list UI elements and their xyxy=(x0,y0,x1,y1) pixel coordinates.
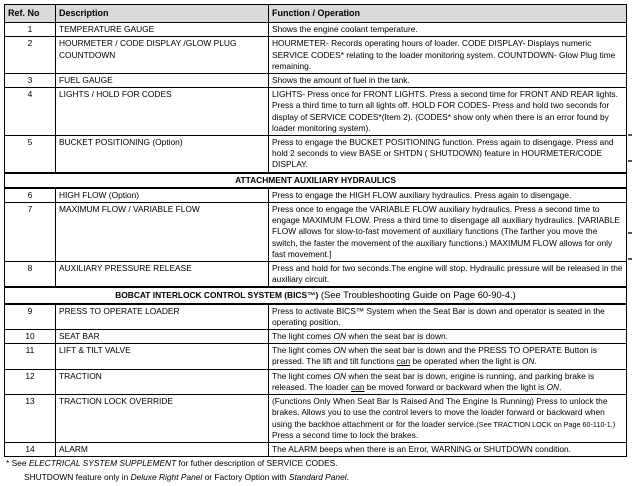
footnote-service-codes xyxy=(6,458,338,469)
function-cell: Press and hold for two seconds.The engine will stop. Hydraulic pressure will be released in the auxiliary circuit. xyxy=(269,262,627,288)
section-bics-ref: (See Troubleshooting Guide on Page 60-90-4.) xyxy=(318,289,516,301)
function-text: Press a second time to lock the brakes. xyxy=(272,429,419,440)
description-cell: SEAT BAR xyxy=(56,330,269,344)
function-text: The light comes xyxy=(272,370,334,381)
footnote-text: SHUTDOWN feature only in xyxy=(24,472,131,482)
table-row xyxy=(5,188,627,203)
section-row-aux-hydraulics xyxy=(5,173,627,188)
description-cell: ALARM xyxy=(56,442,269,456)
page-edge-mark xyxy=(628,232,632,234)
ref-number: 10 xyxy=(5,330,56,344)
header-description: Description xyxy=(56,5,269,23)
ref-number: 6 xyxy=(5,188,56,203)
function-cell: Press to engage the BUCKET POSITIONING function. Press again to disengage. Press and hold 2 seconds to view BASE or SHTDN ( SHUTDOWN) feature in HOURMETER/CODE DISPLAY. xyxy=(269,136,627,173)
table-row xyxy=(5,74,627,88)
function-cell: Shows the amount of fuel in the tank. xyxy=(269,74,627,88)
footnote-emphasis: ELECTRICAL SYSTEM SUPPLEMENT xyxy=(28,458,177,468)
page-edge-mark xyxy=(628,258,632,260)
description-cell: TRACTION LOCK OVERRIDE xyxy=(56,395,269,443)
description-cell: TEMPERATURE GAUGE xyxy=(56,23,269,37)
function-cell: HOURMETER- Records operating hours of loader. CODE DISPLAY- Displays numeric SERVICE CODES* relating to the loader monitoring system. COUNTDOWN- Glow Plug time remaining. xyxy=(269,37,627,74)
function-cell: The ALARM beeps when there is an Error, WARNING or SHUTDOWN condition. xyxy=(269,442,627,456)
function-emphasis: ON xyxy=(521,356,535,367)
function-text: be moved forward or backward when the light is xyxy=(364,381,547,392)
ref-number: 14 xyxy=(5,442,56,456)
description-cell: AUXILIARY PRESSURE RELEASE xyxy=(56,262,269,288)
description-cell: FUEL GAUGE xyxy=(56,74,269,88)
footnote-emphasis: Standard Panel xyxy=(288,472,347,482)
ref-number: 9 xyxy=(5,304,56,330)
function-cell xyxy=(269,344,627,369)
reference-table xyxy=(4,4,627,457)
function-cell xyxy=(269,395,627,443)
ref-number: 3 xyxy=(5,74,56,88)
function-text: The light comes xyxy=(272,331,334,342)
section-bics-bold: BOBCAT INTERLOCK CONTROL SYSTEM (BICS™) xyxy=(115,290,319,301)
description-cell: BUCKET POSITIONING (Option) xyxy=(56,136,269,173)
table-row xyxy=(5,344,627,369)
table-row xyxy=(5,88,627,136)
function-underline: can xyxy=(351,381,365,392)
table-row xyxy=(5,442,627,456)
function-text: The light comes xyxy=(272,345,334,356)
ref-number: 4 xyxy=(5,88,56,136)
header-ref-no: Ref. No xyxy=(5,5,56,23)
description-cell: LIFT & TILT VALVE xyxy=(56,344,269,369)
ref-number: 7 xyxy=(5,203,56,262)
footnote-shutdown xyxy=(24,472,349,483)
ref-number: 12 xyxy=(5,369,56,394)
footnote-text: or Factory Option with xyxy=(202,472,289,482)
function-page-reference: (See TRACTION LOCK on Page 60-110-1.) xyxy=(476,419,616,429)
table-row xyxy=(5,23,627,37)
section-title-aux: ATTACHMENT AUXILIARY HYDRAULICS xyxy=(5,173,627,188)
function-text: when the seat bar is down, engine is running, and parking brake is released. The loader xyxy=(272,370,595,392)
description-cell: LIGHTS / HOLD FOR CODES xyxy=(56,88,269,136)
ref-number: 5 xyxy=(5,136,56,173)
description-cell: MAXIMUM FLOW / VARIABLE FLOW xyxy=(56,203,269,262)
footnote-text: for futher description of SERVICE CODES. xyxy=(176,458,338,468)
ref-number: 13 xyxy=(5,395,56,443)
table-row xyxy=(5,304,627,330)
description-cell: PRESS TO OPERATE LOADER xyxy=(56,304,269,330)
function-text: be operated when the light is xyxy=(410,356,522,367)
function-emphasis: ON xyxy=(546,381,560,392)
header-function: Function / Operation xyxy=(269,5,627,23)
page-edge-mark xyxy=(628,134,632,136)
function-text: (Functions Only When Seat Bar Is Raised And The Engine Is Running) Press to unlock the brakes. Allows you to use the control levers to move the loader forward or backward when using the backhoe attachment or for the loader service. xyxy=(272,396,608,429)
table-row xyxy=(5,136,627,173)
section-title-bics xyxy=(5,287,627,303)
table-row xyxy=(5,203,627,262)
function-text: when the seat bar is down and the PRESS TO OPERATE Button is pressed. The lift and tilt functions xyxy=(272,345,597,367)
section-row-bics xyxy=(5,287,627,303)
function-text: . xyxy=(534,356,537,367)
function-underline: can xyxy=(396,356,411,367)
table-row xyxy=(5,37,627,74)
function-cell: Shows the engine coolant temperature. xyxy=(269,23,627,37)
function-cell: Press to activate BICS™ System when the Seat Bar is down and operator is seated in the operating position. xyxy=(269,304,627,330)
description-cell: HOURMETER / CODE DISPLAY /GLOW PLUG COUNTDOWN xyxy=(56,37,269,74)
table-row xyxy=(5,395,627,443)
function-emphasis: ON xyxy=(333,370,347,381)
ref-number: 11 xyxy=(5,344,56,369)
footnote-emphasis: Deluxe Right Panel xyxy=(130,472,203,482)
ref-number: 8 xyxy=(5,262,56,288)
function-cell: Press to engage the HIGH FLOW auxiliary hydraulics. Press again to disengage. xyxy=(269,188,627,203)
table-row xyxy=(5,369,627,394)
footnote-text: * See xyxy=(6,458,29,468)
function-emphasis: ON xyxy=(333,331,347,342)
function-cell: LIGHTS- Press once for FRONT LIGHTS. Press a second time for FRONT AND REAR lights. Press a third time to turn all lights off. HOLD FOR CODES- Press and hold two seconds for display of SERVICE CODES*(Item 2). (CODES* show only when there is an error found by loader monitoring system). xyxy=(269,88,627,136)
function-cell xyxy=(269,330,627,344)
function-text: . xyxy=(559,381,562,392)
ref-number: 2 xyxy=(5,37,56,74)
table-header-row xyxy=(5,5,627,23)
description-cell: TRACTION xyxy=(56,369,269,394)
page-edge-mark xyxy=(628,160,632,162)
ref-number: 1 xyxy=(5,23,56,37)
function-cell: Press once to engage the VARIABLE FLOW auxiliary hydraulics. Press a second time to engage MAXIMUM FLOW. Press a third time to disengage all auxiliary hydraulics. [VARIABLE FLOW allows for slow-to-fast movement of auxiliary functions (The farther you move the switch, the faster the movement of the auxiliary functions.) MAXIMUM FLOW allows for only fast movement.] xyxy=(269,203,627,262)
table-row xyxy=(5,262,627,288)
description-cell: HIGH FLOW (Option) xyxy=(56,188,269,203)
function-cell xyxy=(269,369,627,394)
table-row xyxy=(5,330,627,344)
function-text: when the seat bar is down. xyxy=(346,331,448,342)
footnote-text: . xyxy=(346,472,349,482)
function-emphasis: ON xyxy=(333,345,347,356)
